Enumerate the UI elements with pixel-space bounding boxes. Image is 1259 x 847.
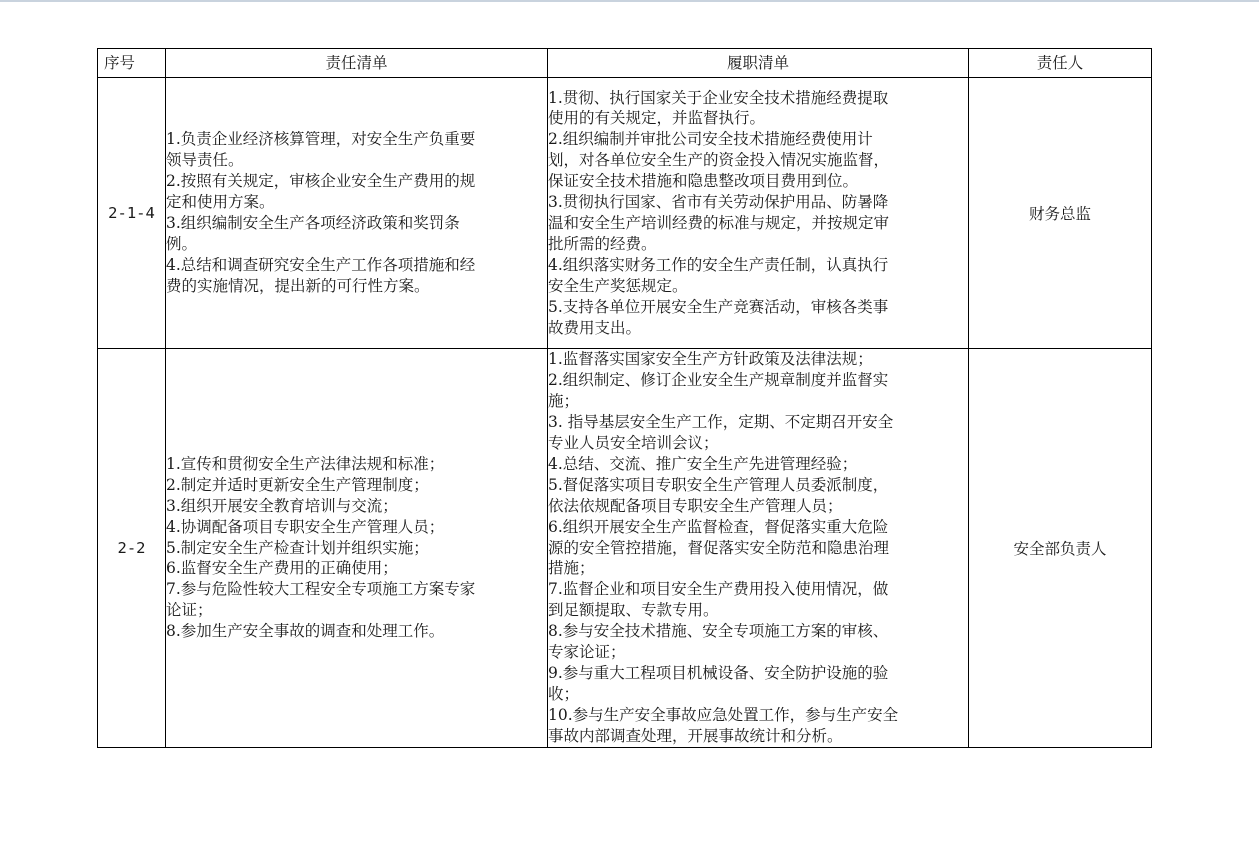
duty-cell [548, 349, 969, 748]
responsibility-line: 1.宣传和贯彻安全生产法律法规和标准； [166, 454, 445, 473]
row-number: 2-2 [98, 349, 166, 748]
responsibility-table [97, 48, 1152, 748]
duty-line: 3.贯彻执行国家、省市有关劳动保护用品、防暑降 [548, 193, 889, 212]
header-owner: 责任人 [969, 49, 1152, 78]
responsibility-line: 3.组织编制安全生产各项经济政策和奖罚条 [166, 214, 460, 232]
header-duty: 履职清单 [548, 49, 969, 78]
table-row [98, 349, 1152, 748]
duty-line: 专家论证； [548, 643, 626, 662]
responsibility-line: 4.协调配备项目专职安全生产管理人员； [166, 517, 445, 536]
responsibility-cell [166, 349, 548, 748]
duty-line: 到足额提取、专款专用。 [548, 601, 719, 620]
duty-line: 收； [548, 684, 580, 703]
duty-line: 9.参与重大工程项目机械设备、安全防护设施的验 [548, 663, 889, 682]
duty-line: 1.监督落实国家安全生产方针政策及法律法规； [548, 350, 873, 369]
duty-line: 专业人员安全培训会议； [548, 434, 719, 453]
duty-line: 故费用支出。 [548, 318, 642, 337]
duty-line: 5.支持各单位开展安全生产竞赛活动，审核各类事 [548, 297, 889, 316]
duty-cell [548, 78, 969, 349]
duty-line: 措施； [548, 559, 595, 578]
duty-line: 使用的有关规定，并监督执行。 [548, 109, 766, 128]
responsibility-line: 5.制定安全生产检查计划并组织实施； [166, 538, 429, 557]
table-row [98, 78, 1152, 349]
duty-line: 3. 指导基层安全生产工作，定期、不定期召开安全 [548, 413, 894, 432]
responsibility-line: 4.总结和调查研究安全生产工作各项措施和经 [166, 255, 476, 274]
owner-cell: 财务总监 [969, 78, 1152, 349]
duty-line: 划，对各单位安全生产的资金投入情况实施监督， [548, 151, 890, 170]
responsibility-line: 3.组织开展安全教育培训与交流； [166, 496, 398, 515]
duty-line: 依法依规配备项目专职安全生产管理人员； [548, 496, 843, 515]
duty-line: 安全生产奖惩规定。 [548, 276, 688, 295]
duty-line: 2.组织编制并审批公司安全技术措施经费使用计 [548, 130, 873, 149]
duty-line: 6.组织开展安全生产监督检查，督促落实重大危险 [548, 517, 889, 536]
responsibility-line: 论证； [166, 601, 213, 620]
duty-line: 4.总结、交流、推广安全生产先进管理经验； [548, 454, 858, 473]
responsibility-line: 7.参与危险性较大工程安全专项施工方案专家 [166, 580, 476, 599]
duty-line: 1.贯彻、执行国家关于企业安全技术措施经费提取 [548, 88, 889, 107]
responsibility-line: 领导责任。 [166, 151, 244, 170]
responsibility-line: 2.制定并适时更新安全生产管理制度； [166, 475, 429, 494]
row-number: 2-1-4 [98, 78, 166, 349]
duty-line: 保证安全技术措施和隐患整改项目费用到位。 [548, 172, 859, 191]
duty-line: 源的安全管控措施，督促落实安全防范和隐患治理 [548, 538, 890, 557]
duty-line: 施； [548, 392, 580, 411]
duty-line: 10.参与生产安全事故应急处置工作，参与生产安全 [548, 705, 899, 724]
responsibility-line: 例。 [166, 234, 198, 253]
duty-line: 事故内部调查处理，开展事故统计和分析。 [548, 726, 843, 745]
duty-line: 5.督促落实项目专职安全生产管理人员委派制度， [548, 475, 889, 494]
header-no: 序号 [98, 49, 166, 78]
duty-line: 4.组织落实财务工作的安全生产责任制，认真执行 [548, 255, 889, 274]
top-rule [0, 0, 1259, 2]
responsibility-line: 费的实施情况，提出新的可行性方案。 [166, 276, 430, 295]
responsibility-line: 定和使用方案。 [166, 193, 275, 212]
owner-cell: 安全部负责人 [969, 349, 1152, 748]
responsibility-cell [166, 78, 548, 349]
responsibility-line: 1.负责企业经济核算管理，对安全生产负重要 [166, 130, 476, 149]
responsibility-line: 6.监督安全生产费用的正确使用； [166, 559, 398, 578]
header-row [98, 49, 1152, 78]
duty-line: 8.参与安全技术措施、安全专项施工方案的审核、 [548, 622, 889, 641]
duty-line: 2.组织制定、修订企业安全生产规章制度并监督实 [548, 371, 889, 390]
duty-line: 批所需的经费。 [548, 234, 657, 253]
duty-line: 温和安全生产培训经费的标准与规定，并按规定审 [548, 214, 890, 232]
duty-line: 7.监督企业和项目安全生产费用投入使用情况，做 [548, 580, 889, 599]
responsibility-line: 8.参加生产安全事故的调查和处理工作。 [166, 622, 445, 641]
header-responsibility: 责任清单 [166, 49, 548, 78]
responsibility-line: 2.按照有关规定，审核企业安全生产费用的规 [166, 172, 476, 191]
